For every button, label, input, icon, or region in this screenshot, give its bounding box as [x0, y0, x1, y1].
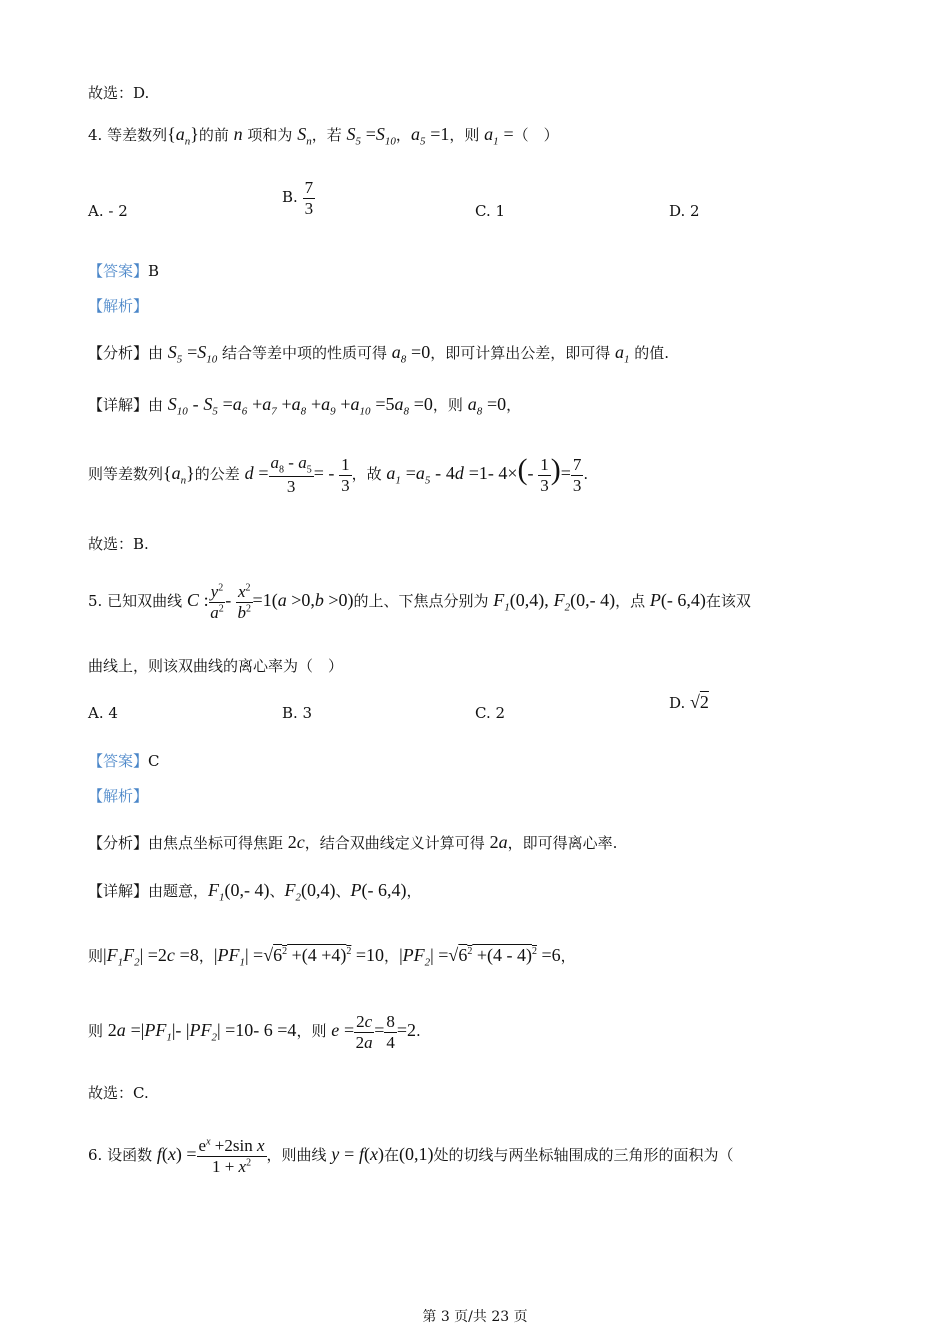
q5-focal-distance: 则$|F_1F_2| =2c =8$，$|PF_1| =√6^2 +(4 +4)^2 =10$，$|PF_2| =√6^2 +(4 - 4)^2 =6$，	[88, 945, 576, 969]
q4-option-a: A. - 2	[88, 202, 128, 220]
q4-option-b: B. $\frac{7}{3}$	[282, 178, 314, 218]
q5-option-c: C. 2	[475, 704, 506, 722]
question-5-line1: 5. 已知双曲线 C : $\frac{y^2}{a^2}$ - $\frac{x^2}{b^2}$ =1(a >0,b >0)的上、下焦点分别为 $F_1(0,4)$, $F_2(0,-$ 4)，点 P(- 6,4)在该双	[88, 582, 751, 622]
q5-option-d: D. √2	[669, 692, 709, 712]
q4-option-d: D. 2	[669, 202, 700, 220]
question-6: 6. 设函数 f(x) = $\frac{e^x +2\sin x}{1 + x^2}$ ，则曲线 y = f(x)在(0,1)处的切线与两坐标轴围成的三角形的面积为（	[88, 1136, 734, 1176]
conclusion-c: 故选：C.	[88, 1084, 149, 1102]
q5-answer: 【答案】C	[88, 752, 160, 770]
q5-jiexi-label: 【解析】	[88, 787, 149, 805]
q4-analysis: 【分析】由 $S_5 =S_{10}$ 结合等差中项的性质可得 $a_8 =0$，即可计算出公差，即可得 $a_1$ 的值.	[88, 342, 670, 366]
q5-eccentricity: 则 $2a =|PF_1|-$ $|PF_2| =10-$ 6 =4，则 e = $\frac{2c}{2a}$ = $\frac{8}{4}$ =2.	[88, 1012, 421, 1052]
question-4: 4. 等差数列$\{a_n\}$的前 n 项和为 $S_n$，若 $S_5 =S_{10}$，$a_5 =1$，则 $a_1$ =（ ）	[88, 124, 559, 148]
question-5-line2: 曲线上，则该双曲线的离心率为（ ）	[88, 657, 344, 675]
q4-option-c: C. 1	[475, 202, 506, 220]
q5-option-a: A. 4	[88, 704, 118, 722]
q4-detail: 【详解】由 $S_{10} - S_5 =a_6 +a_7 +a_8 +a_9 +a_{10} =5a_8 =0$，则 $a_8 =0$，	[88, 394, 522, 418]
page-footer: 第 3 页/共 23 页	[422, 1309, 528, 1325]
conclusion-d: 故选：D.	[88, 84, 150, 102]
q4-common-difference: 则等差数列$\{a_n\}$的公差 d = $\frac{a_8 - a_5}{3}$ = - $\frac{1}{3}$ ，故 $a_1 =a_5 - 4d =1-$ 4×(- $\frac{1}{3}$ )= $\frac{7}{3}$ .	[88, 453, 589, 497]
conclusion-b: 故选：B.	[88, 535, 149, 553]
q5-detail: 【详解】由题意，$F_1(0,-$ 4)、$F_2(0,4)$、P(- 6,4)，	[88, 880, 422, 904]
q4-jiexi-label: 【解析】	[88, 297, 149, 315]
q5-analysis: 【分析】由焦点坐标可得焦距 2c，结合双曲线定义计算可得 2a，即可得离心率.	[88, 832, 618, 852]
q4-answer: 【答案】B	[88, 262, 160, 280]
q5-option-b: B. 3	[282, 704, 313, 722]
